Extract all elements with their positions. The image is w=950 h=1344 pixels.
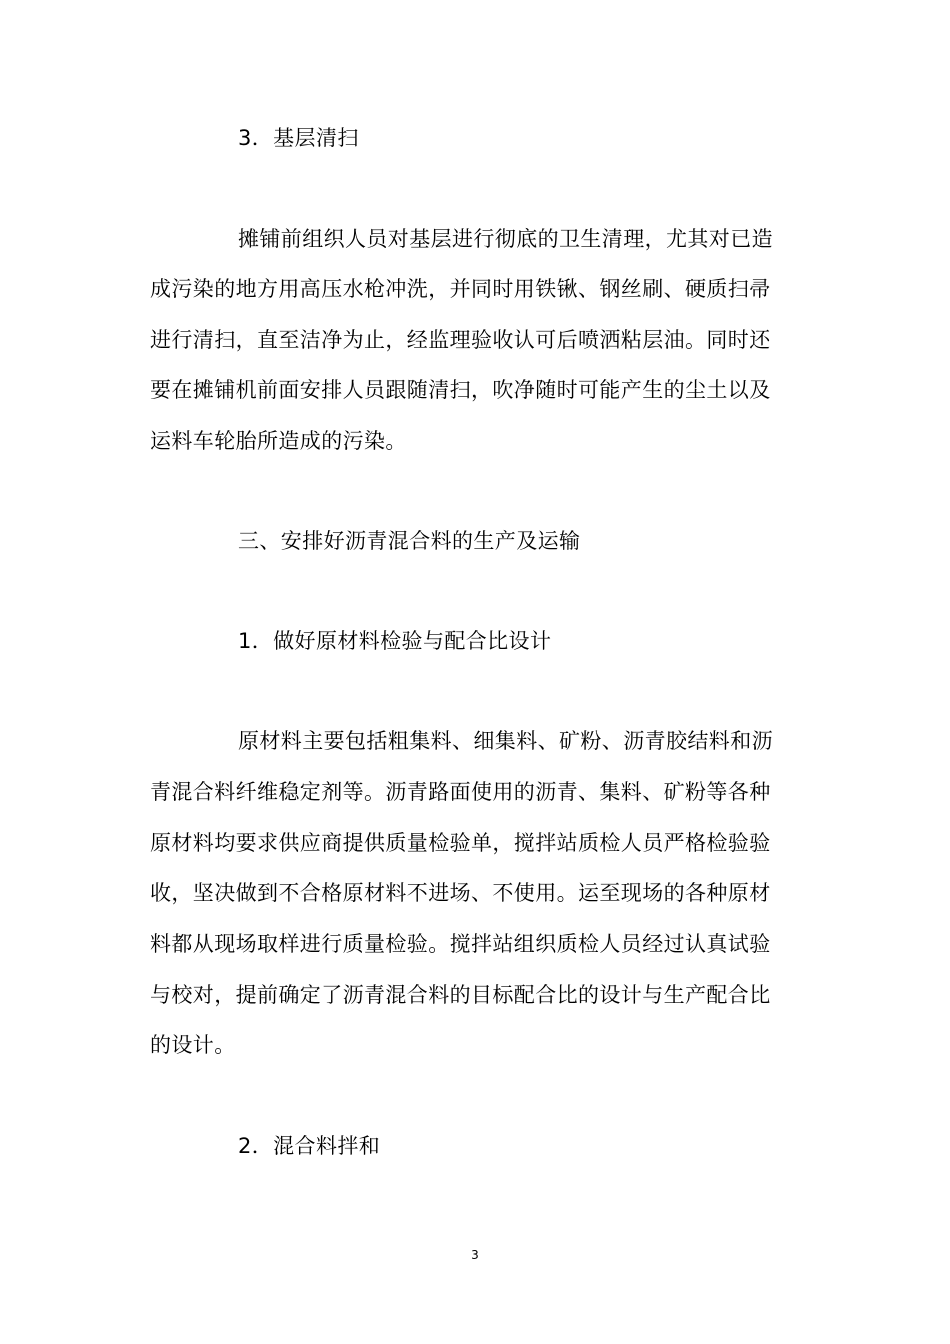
section-title: 三、安排好沥青混合料的生产及运输 — [238, 529, 581, 553]
paragraph-line: 摊铺前组织人员对基层进行彻底的卫生清理，尤其对已造 — [238, 227, 773, 251]
paragraph-line: 原材料均要求供应商提供质量检验单，搅拌站质检人员严格检验验 — [150, 831, 771, 855]
heading-mixing: 2．混合料拌和 — [238, 1134, 381, 1158]
paragraph-line: 青混合料纤维稳定剂等。沥青路面使用的沥青、集料、矿粉等各种 — [150, 780, 771, 804]
paragraph-line: 的设计。 — [150, 1033, 236, 1057]
paragraph-line: 成污染的地方用高压水枪冲洗，并同时用铁锹、钢丝刷、硬质扫帚 — [150, 277, 771, 301]
paragraph-line: 进行清扫，直至洁净为止，经监理验收认可后喷洒粘层油。同时还 — [150, 328, 771, 352]
heading-base-cleaning: 3．基层清扫 — [238, 126, 359, 150]
heading-materials: 1．做好原材料检验与配合比设计 — [238, 629, 552, 653]
page-number: 3 — [471, 1248, 479, 1262]
paragraph-line: 原材料主要包括粗集料、细集料、矿粉、沥青胶结料和沥 — [238, 729, 773, 753]
paragraph-line: 运料车轮胎所造成的污染。 — [150, 429, 407, 453]
paragraph-line: 收，坚决做到不合格原材料不进场、不使用。运至现场的各种原材 — [150, 881, 771, 905]
paragraph-line: 与校对，提前确定了沥青混合料的目标配合比的设计与生产配合比 — [150, 983, 771, 1007]
paragraph-line: 要在摊铺机前面安排人员跟随清扫，吹净随时可能产生的尘土以及 — [150, 378, 771, 402]
paragraph-line: 料都从现场取样进行质量检验。搅拌站组织质检人员经过认真试验 — [150, 932, 771, 956]
